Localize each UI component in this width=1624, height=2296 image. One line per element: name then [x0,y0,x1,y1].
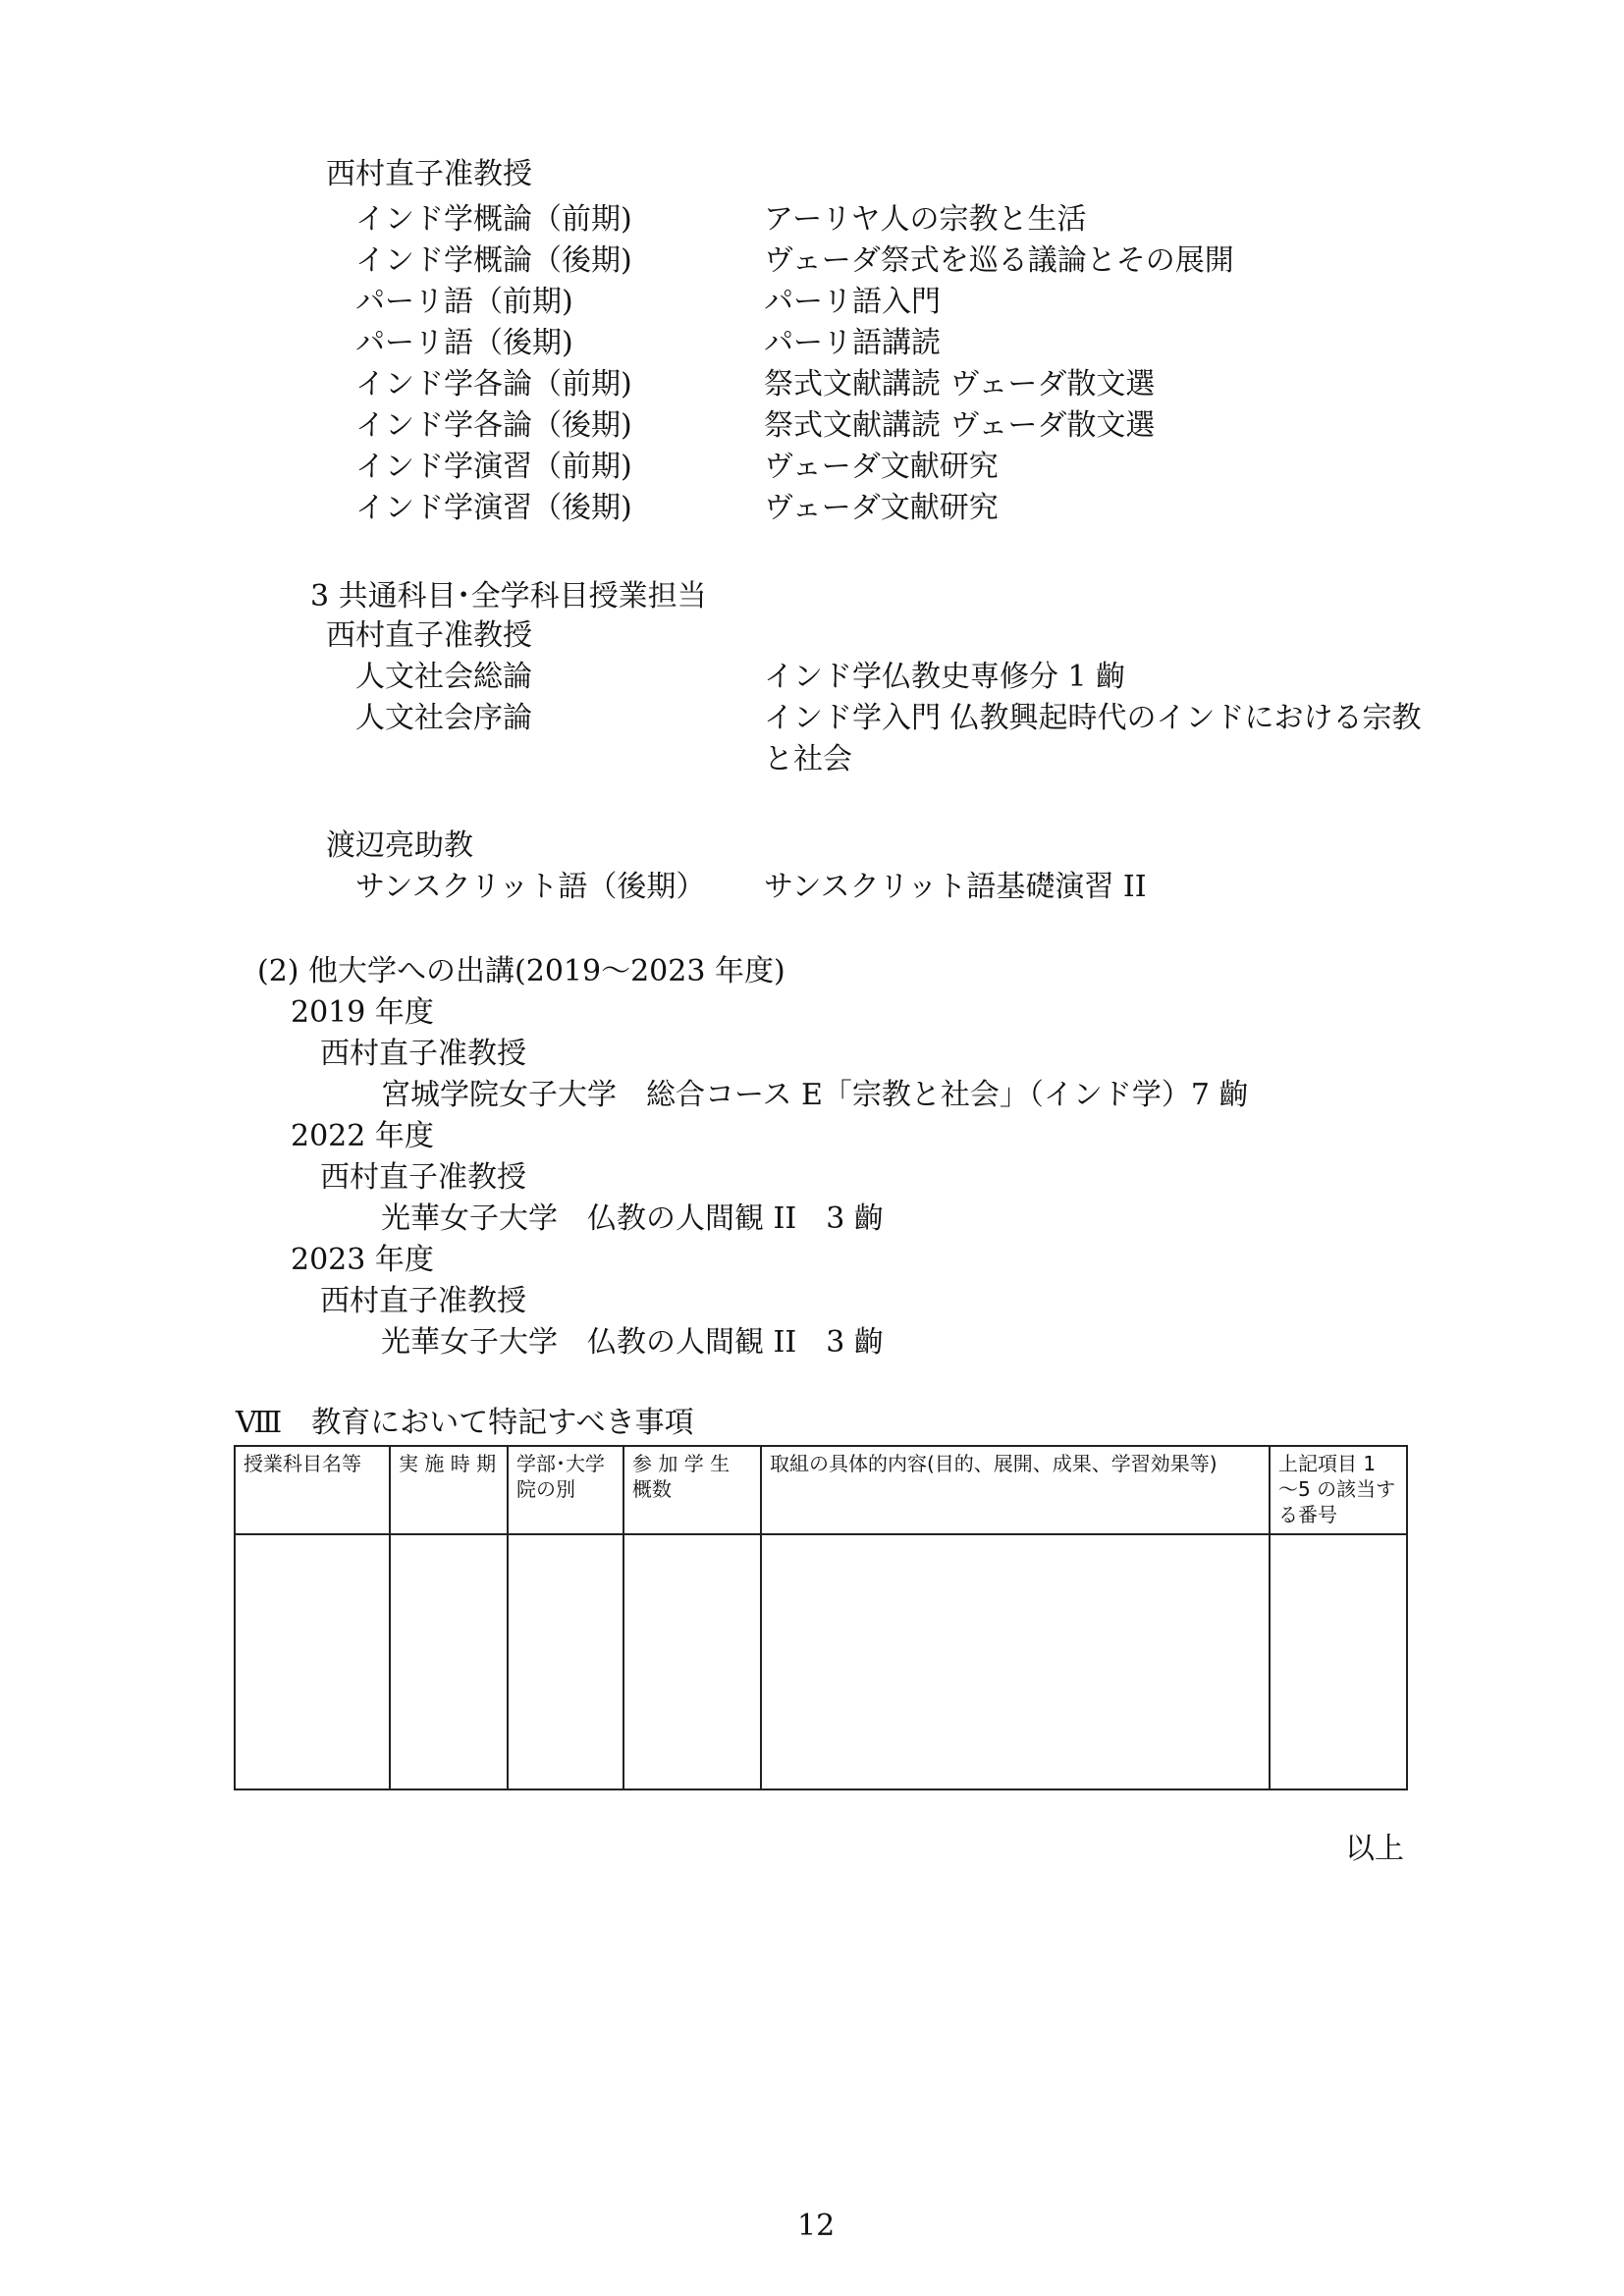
course-name: 人文社会序論 [355,701,532,735]
course-name: インド学概論（後期) [355,243,632,278]
course-topic: アーリヤ人の宗教と生活 [764,202,1087,237]
table-cell [623,1534,761,1789]
column-header: 取組の具体的内容(目的、展開、成果、学習効果等) [761,1446,1270,1534]
course-topic: パーリ語講読 [764,326,941,360]
table-cell [235,1534,390,1789]
section-heading: 3 共通科目･全学科目授業担当 [310,579,707,614]
column-header: 学部･大学院の別 [508,1446,623,1534]
course-topic: 祭式文献講読 ヴェーダ散文選 [764,408,1156,443]
teacher-name: 渡辺亮助教 [326,828,473,863]
year-label: 2019 年度 [291,995,434,1030]
course-name: インド学各論（前期) [355,367,632,401]
year-label: 2023 年度 [291,1243,434,1277]
teacher-name: 西村直子准教授 [320,1037,526,1071]
course-topic: 祭式文献講読 ヴェーダ散文選 [764,367,1156,401]
teacher-name: 西村直子准教授 [326,618,532,653]
column-header: 上記項目 1 ～5 の該当する番号 [1270,1446,1407,1534]
course-name: インド学各論（後期) [355,408,632,443]
teacher-name: 西村直子准教授 [320,1160,526,1195]
teacher-name: 西村直子准教授 [326,157,532,191]
lecture-detail: 光華女子大学 仏教の人間観 II 3 齣 [381,1325,884,1360]
year-label: 2022 年度 [291,1119,434,1153]
section-heading: (2) 他大学への出講(2019～2023 年度) [257,954,785,988]
course-name: インド学演習（前期) [355,450,632,484]
column-header: 参 加 学 生 概数 [623,1446,761,1534]
course-name: 人文社会総論 [355,660,532,694]
table-cell [508,1534,623,1789]
lecture-detail: 宮城学院女子大学 総合コース E「宗教と社会」（インド学）7 齣 [381,1078,1249,1112]
table-cell [1270,1534,1407,1789]
column-header: 授業科目名等 [235,1446,390,1534]
course-name: サンスクリット語（後期） [355,870,706,904]
course-topic: ヴェーダ祭式を巡る議論とその展開 [764,243,1234,278]
course-topic: インド学入門 仏教興起時代のインドにおける宗教 [764,701,1422,735]
course-topic-continued: と社会 [764,742,852,776]
course-name: インド学概論（前期) [355,202,632,237]
table-cell [761,1534,1270,1789]
column-header: 実 施 時 期 [390,1446,508,1534]
course-topic: ヴェーダ文献研究 [764,491,999,525]
course-topic: パーリ語入門 [764,285,941,319]
course-topic: ヴェーダ文献研究 [764,450,999,484]
page-number: 12 [797,2209,836,2243]
closing-text: 以上 [1345,1832,1404,1866]
course-name: パーリ語（前期) [355,285,573,319]
teacher-name: 西村直子准教授 [320,1284,526,1318]
section-heading: Ⅷ 教育において特記すべき事項 [236,1406,694,1440]
course-topic: サンスクリット語基礎演習 II [764,870,1147,904]
special-notes-table [234,1445,1408,1790]
course-name: インド学演習（後期) [355,491,632,525]
table-row [235,1534,1407,1789]
course-name: パーリ語（後期) [355,326,573,360]
table-header-row [235,1446,1407,1534]
course-topic: インド学仏教史専修分 1 齣 [764,660,1126,694]
table-cell [390,1534,508,1789]
lecture-detail: 光華女子大学 仏教の人間観 II 3 齣 [381,1201,884,1236]
